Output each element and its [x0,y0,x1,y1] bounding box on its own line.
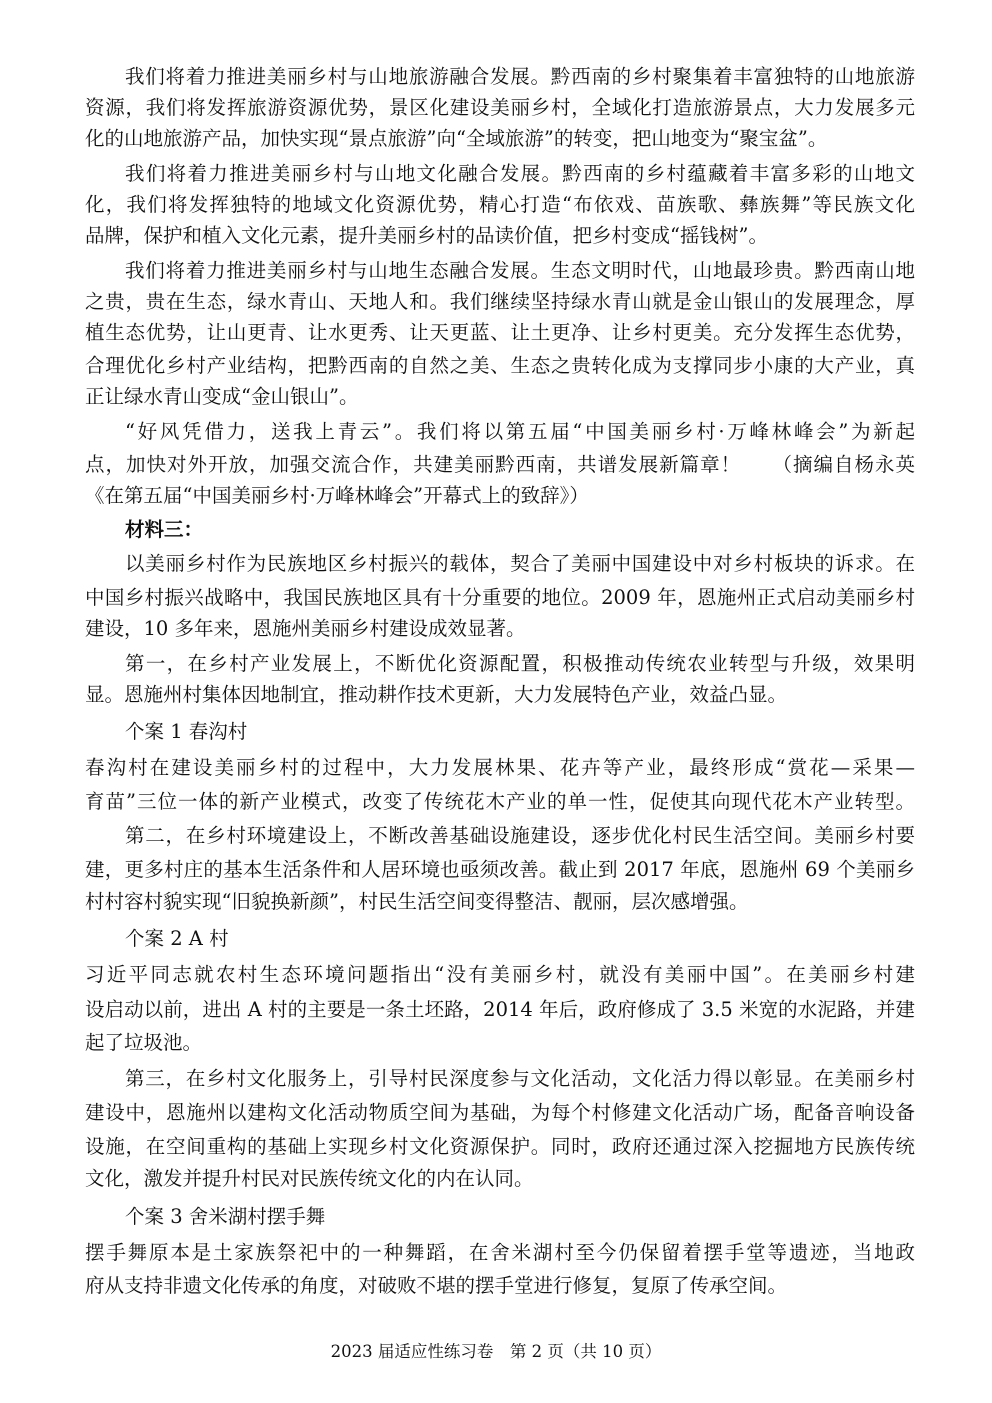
text-line: 春沟村在建设美丽乡村的过程中，大力发展林果、花卉等产业，最终形成“赏花—采果— [85,756,915,779]
text-line: 育苗”三位一体的新产业模式，改变了传统花木产业的单一性，促使其向现代花木产业转型。 [85,790,915,813]
text-line: 建设中，恩施州以建构文化活动物质空间为基础，为每个村修建文化活动广场，配备音响设备 [85,1101,915,1124]
text-line: 植生态优势，让山更青、让水更秀、让天更蓝、让土更净、让乡村更美。充分发挥生态优势， [85,321,915,344]
text-line: 村村容村貌实现“旧貌换新颜”，村民生活空间变得整洁、靓丽，层次感增强。 [85,890,749,913]
text-line: 品牌，保护和植入文化元素，提升美丽乡村的品读价值，把乡村变成“摇钱树”。 [85,224,768,247]
text-line: 第三，在乡村文化服务上，引导村民深度参与文化活动，文化活力得以彰显。在美丽乡村 [125,1067,915,1090]
text-line: 点，加快对外开放，加强交流合作，共建美丽黔西南，共谱发展新篇章！ （摘编自杨永英 [85,453,915,476]
case-heading: 个案 1 春沟村 [125,720,248,743]
text-line: 摆手舞原本是土家族祭祀中的一种舞蹈，在舍米湖村至今仍保留着摆手堂等遗迹，当地政 [85,1241,915,1264]
text-line: 我们将着力推进美丽乡村与山地生态融合发展。生态文明时代，山地最珍贵。黔西南山地 [125,259,915,282]
text-line: 文化，激发并提升村民对民族传统文化的内在认同。 [85,1167,534,1190]
text-line: 以美丽乡村作为民族地区乡村振兴的载体，契合了美丽中国建设中对乡村板块的诉求。在 [125,552,915,575]
text-line: 我们将着力推进美丽乡村与山地文化融合发展。黔西南的乡村蕴藏着丰富多彩的山地文 [125,162,915,185]
text-line: 第一，在乡村产业发展上，不断优化资源配置，积极推动传统农业转型与升级，效果明 [125,652,915,675]
text-line: 建，更多村庄的基本生活条件和人居环境也亟须改善。截止到 2017 年底，恩施州 69 个美丽乡 [85,858,915,881]
case-heading: 个案 2 A 村 [125,927,229,950]
text-line: 中国乡村振兴战略中，我国民族地区具有十分重要的地位。2009 年，恩施州正式启动美丽乡村 [85,586,915,609]
text-line: 合理优化乡村产业结构，把黔西南的自然之美、生态之贵转化成为支撑同步小康的大产业，真 [85,354,915,377]
text-line: 正让绿水青山变成“金山银山”。 [85,385,359,408]
text-line: 设施，在空间重构的基础上实现乡村文化资源保护。同时，政府还通过深入挖掘地方民族传统 [85,1135,915,1158]
section-heading: 材料三： [125,518,204,541]
text-line: 我们将着力推进美丽乡村与山地旅游融合发展。黔西南的乡村聚集着丰富独特的山地旅游 [125,65,915,88]
text-line: 第二，在乡村环境建设上，不断改善基础设施建设，逐步优化村民生活空间。美丽乡村要 [125,824,915,847]
text-line: 资源，我们将发挥旅游资源优势，景区化建设美丽乡村，全域化打造旅游景点，大力发展多元 [85,96,915,119]
text-line: 化，我们将发挥独特的地域文化资源优势，精心打造“布依戏、苗族歌、彝族舞”等民族文化 [85,193,915,216]
text-line: 习近平同志就农村生态环境问题指出“没有美丽乡村，就没有美丽中国”。在美丽乡村建 [85,963,915,986]
text-line: “好风凭借力，送我上青云”。我们将以第五届“中国美丽乡村·万峰林峰会”为新起 [125,420,915,443]
text-line: 起了垃圾池。 [85,1031,203,1054]
text-line: 显。恩施州村集体因地制宜，推动耕作技术更新，大力发展特色产业，效益凸显。 [85,683,788,706]
text-line: 化的山地旅游产品，加快实现“景点旅游”向“全域旅游”的转变，把山地变为“聚宝盆”。 [85,127,828,150]
text-line: 府从支持非遗文化传承的角度，对破败不堪的摆手堂进行修复，复原了传承空间。 [85,1274,788,1297]
case-heading: 个案 3 舍米湖村摆手舞 [125,1205,326,1228]
text-line: 建设，10 多年来，恩施州美丽乡村建设成效显著。 [85,617,526,640]
page-footer: 2023 届适应性练习卷 第 2 页（共 10 页） [330,1342,662,1361]
text-line: 《在第五届“中国美丽乡村·万峰林峰会”开幕式上的致辞》） [85,484,589,507]
text-line: 设启动以前，进出 A 村的主要是一条土坯路，2014 年后，政府修成了 3.5 米宽的水泥路，并建 [85,998,915,1021]
text-line: 之贵，贵在生态，绿水青山、天地人和。我们继续坚持绿水青山就是金山银山的发展理念，厚 [85,290,915,313]
